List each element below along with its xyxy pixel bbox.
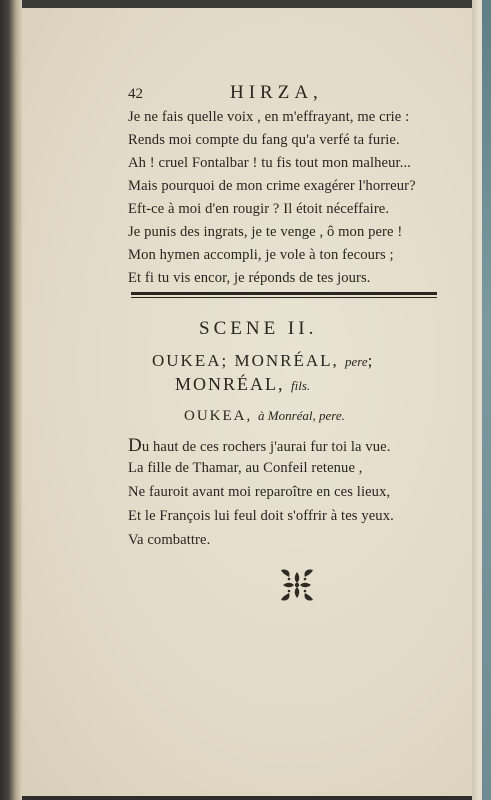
verse-line: La fille de Thamar, au Confeil retenue ,	[128, 460, 363, 476]
verse-line: Mon hymen accompli, je vole à ton fecours ;	[128, 247, 394, 263]
verse-line: Ne fauroit avant moi reparoître en ces lieux,	[128, 484, 391, 500]
verse-line: Et le François lui feul doit s'offrir à tes yeux.	[128, 508, 394, 524]
book-fore-edge	[482, 0, 491, 800]
verse-line: Mais pourquoi de mon crime exagérer l'horreur?	[128, 178, 416, 194]
stage-direction	[184, 408, 345, 425]
verse-line: Et fi tu vis encor, je réponds de tes jours.	[128, 270, 371, 286]
cast-names: OUKEA; MONRÉAL,	[152, 351, 339, 370]
book-bottom-edge	[22, 796, 472, 800]
verse-line: Rends moi compte du fang qu'a verfé ta furie.	[128, 132, 400, 148]
cast-name: MONRÉAL,	[175, 374, 285, 394]
section-rule-thin	[131, 297, 437, 298]
verse-line: Eft-ce à moi d'en rougir ? Il étoit néceffaire.	[128, 201, 390, 217]
verse-line-rest: u haut de ces rochers j'aurai fur toi la vue.	[141, 439, 391, 455]
cast-role: fils.	[291, 378, 311, 393]
page-number: 42	[128, 86, 143, 102]
book-page	[22, 8, 472, 796]
verse-line: Ah ! cruel Fontalbar ! tu fis tout mon malheur...	[128, 155, 411, 171]
book-gutter-left	[0, 0, 22, 800]
scene-title: SCENE II.	[199, 318, 318, 339]
verse-line: Je punis des ingrats, je te venge , ô mon pere !	[128, 224, 403, 240]
cast-line-2	[175, 374, 310, 395]
cast-punct: ;	[367, 351, 375, 370]
verse-line: Je ne fais quelle voix , en m'effrayant, me crie :	[128, 109, 410, 125]
drop-cap: D	[128, 435, 142, 456]
verse-line: Va combattre.	[128, 532, 211, 548]
speaker-name: OUKEA,	[184, 408, 253, 424]
running-title: HIRZA,	[230, 82, 323, 103]
cast-line-1	[152, 351, 374, 371]
fleuron-ornament-icon	[277, 566, 317, 604]
cast-role: pere	[345, 354, 368, 369]
direction-text: à Monréal, pere.	[258, 408, 345, 423]
verse-line-first	[128, 435, 390, 457]
section-rule-thick	[131, 292, 437, 295]
